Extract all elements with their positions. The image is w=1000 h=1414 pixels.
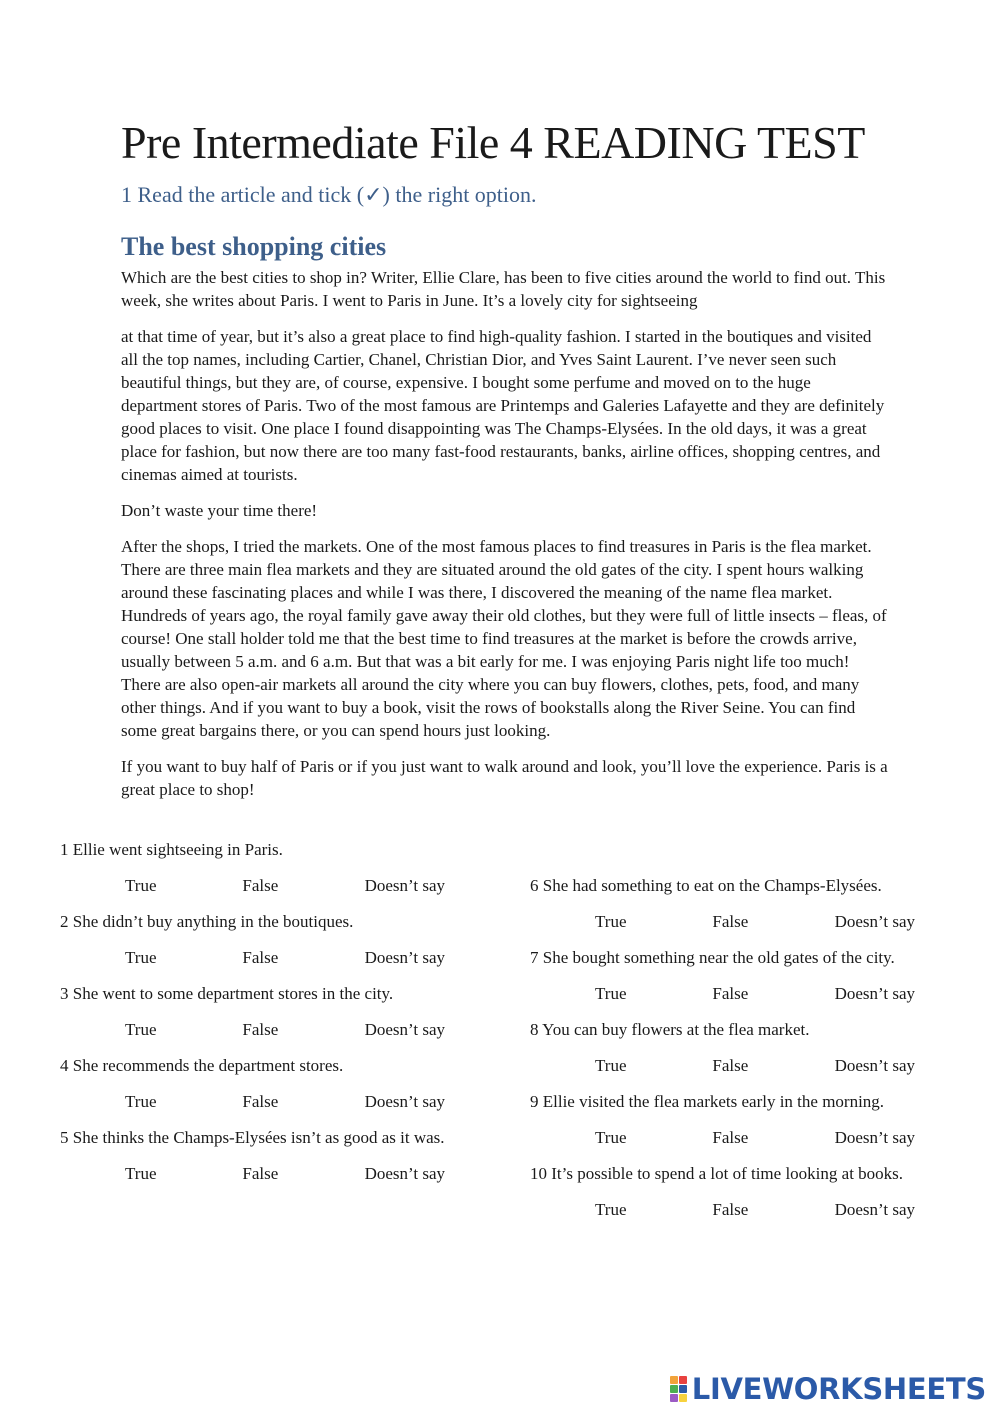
option-true[interactable]: True xyxy=(125,1164,157,1183)
question-text: 7 She bought something near the old gates of the city. xyxy=(530,948,895,967)
liveworksheets-logo[interactable] xyxy=(670,1372,986,1406)
option-doesnt-say[interactable]: Doesn’t say xyxy=(364,1020,445,1039)
liveworksheets-logo-icon xyxy=(670,1376,688,1402)
option-true[interactable]: True xyxy=(595,912,627,931)
questions-right-column xyxy=(530,874,950,1234)
question-item xyxy=(60,1054,480,1126)
option-true[interactable]: True xyxy=(125,948,157,967)
article-paragraph: Don’t waste your time there! xyxy=(121,501,318,520)
page-title: Pre Intermediate File 4 READING TEST xyxy=(121,117,865,168)
option-doesnt-say[interactable]: Doesn’t say xyxy=(834,1200,915,1219)
question-item xyxy=(530,874,950,946)
questions-left-column xyxy=(60,838,480,1198)
question-text: 6 She had something to eat on the Champs-Elysées. xyxy=(530,876,882,895)
option-doesnt-say[interactable]: Doesn’t say xyxy=(834,1056,915,1075)
option-false[interactable]: False xyxy=(712,984,749,1003)
option-doesnt-say[interactable]: Doesn’t say xyxy=(364,948,445,967)
option-false[interactable]: False xyxy=(242,1092,279,1111)
answer-options xyxy=(530,1126,950,1162)
question-item xyxy=(530,946,950,1018)
option-true[interactable]: True xyxy=(595,1200,627,1219)
question-text: 1 Ellie went sightseeing in Paris. xyxy=(60,840,283,859)
option-false[interactable]: False xyxy=(242,1020,279,1039)
answer-options xyxy=(60,1090,480,1126)
answer-options xyxy=(530,1198,950,1234)
article-paragraph: If you want to buy half of Paris or if you just want to walk around and look, you’ll love the experience. Paris is a great place to shop! xyxy=(121,757,888,799)
question-text: 5 She thinks the Champs-Elysées isn’t as good as it was. xyxy=(60,1128,445,1147)
option-false[interactable]: False xyxy=(712,1200,749,1219)
option-doesnt-say[interactable]: Doesn’t say xyxy=(834,984,915,1003)
question-text: 3 She went to some department stores in the city. xyxy=(60,984,394,1003)
option-true[interactable]: True xyxy=(125,876,157,895)
answer-options xyxy=(530,910,950,946)
answer-options xyxy=(60,946,480,982)
article-paragraph: at that time of year, but it’s also a great place to find high-quality fashion. I started in the boutiques and visited all the top names, including Cartier, Chanel, Christian Dior, and Yves Saint Laurent. I’ve never seen such beautiful things, but they are, of course, expensive. I bought some perfume and moved on to the huge department stores of Paris. Two of the most famous are Printemps and Galeries Lafayette and they are definitely good places to visit. One place I found disappointing was The Champs-Elysées. In the old days, it was a great place for fashion, but now there are too many fast-food restaurants, banks, airline offices, shopping centres, and cinemas aimed at tourists. xyxy=(121,327,885,484)
question-item xyxy=(60,910,480,982)
question-item xyxy=(530,1090,950,1162)
option-false[interactable]: False xyxy=(242,948,279,967)
liveworksheets-logo-text: LIVEWORKSHEETS xyxy=(691,1372,986,1406)
instruction-text: 1 Read the article and tick (✓) the right option. xyxy=(121,182,537,207)
answer-options xyxy=(60,1162,480,1198)
question-item xyxy=(60,982,480,1054)
logo-tile xyxy=(679,1394,687,1402)
option-false[interactable]: False xyxy=(712,1128,749,1147)
option-doesnt-say[interactable]: Doesn’t say xyxy=(364,876,445,895)
option-true[interactable]: True xyxy=(125,1092,157,1111)
question-text: 10 It’s possible to spend a lot of time looking at books. xyxy=(530,1164,904,1183)
option-false[interactable]: False xyxy=(712,1056,749,1075)
option-false[interactable]: False xyxy=(242,876,279,895)
option-doesnt-say[interactable]: Doesn’t say xyxy=(364,1092,445,1111)
answer-options xyxy=(530,1054,950,1090)
question-text: 2 She didn’t buy anything in the boutiques. xyxy=(60,912,354,931)
logo-tile xyxy=(670,1394,678,1402)
article-paragraph: After the shops, I tried the markets. One of the most famous places to find treasures in Paris is the flea market. There are three main flea markets and they are situated around the old gates of the city. I spent hours walking around these fascinating places and while I was there, I discovered the meaning of the name flea market. Hundreds of years ago, the royal family gave away their old clothes, but they were full of little insects – fleas, of course! One stall holder told me that the best time to find treasures at the market is before the crowds arrive, usually between 5 a.m. and 6 a.m. But that was a bit early for me. I was enjoying Paris night life too much! There are also open-air markets all around the city where you can buy flowers, clothes, pets, food, and many other things. And if you want to buy a book, visit the rows of bookstalls along the River Seine. You can find some great bargains there, or you can spend hours just looking. xyxy=(121,537,887,740)
option-true[interactable]: True xyxy=(595,984,627,1003)
answer-options xyxy=(60,1018,480,1054)
logo-tile xyxy=(679,1376,687,1384)
option-doesnt-say[interactable]: Doesn’t say xyxy=(364,1164,445,1183)
question-text: 8 You can buy flowers at the flea market. xyxy=(530,1020,810,1039)
logo-tile xyxy=(670,1376,678,1384)
option-doesnt-say[interactable]: Doesn’t say xyxy=(834,1128,915,1147)
question-text: 4 She recommends the department stores. xyxy=(60,1056,344,1075)
question-item xyxy=(60,1126,480,1198)
question-item xyxy=(60,838,480,910)
article-heading: The best shopping cities xyxy=(121,232,387,261)
option-false[interactable]: False xyxy=(712,912,749,931)
answer-options xyxy=(60,874,480,910)
logo-tile xyxy=(679,1385,687,1393)
option-true[interactable]: True xyxy=(595,1128,627,1147)
answer-options xyxy=(530,982,950,1018)
logo-tile xyxy=(670,1385,678,1393)
article-paragraph: Which are the best cities to shop in? Writer, Ellie Clare, has been to five cities around the world to find out. This week, she writes about Paris. I went to Paris in June. It’s a lovely city for sightseeing xyxy=(121,268,886,310)
question-text: 9 Ellie visited the flea markets early in the morning. xyxy=(530,1092,885,1111)
option-doesnt-say[interactable]: Doesn’t say xyxy=(834,912,915,931)
question-item xyxy=(530,1018,950,1090)
question-item xyxy=(530,1162,950,1234)
article-body xyxy=(121,266,891,814)
option-true[interactable]: True xyxy=(595,1056,627,1075)
option-true[interactable]: True xyxy=(125,1020,157,1039)
option-false[interactable]: False xyxy=(242,1164,279,1183)
